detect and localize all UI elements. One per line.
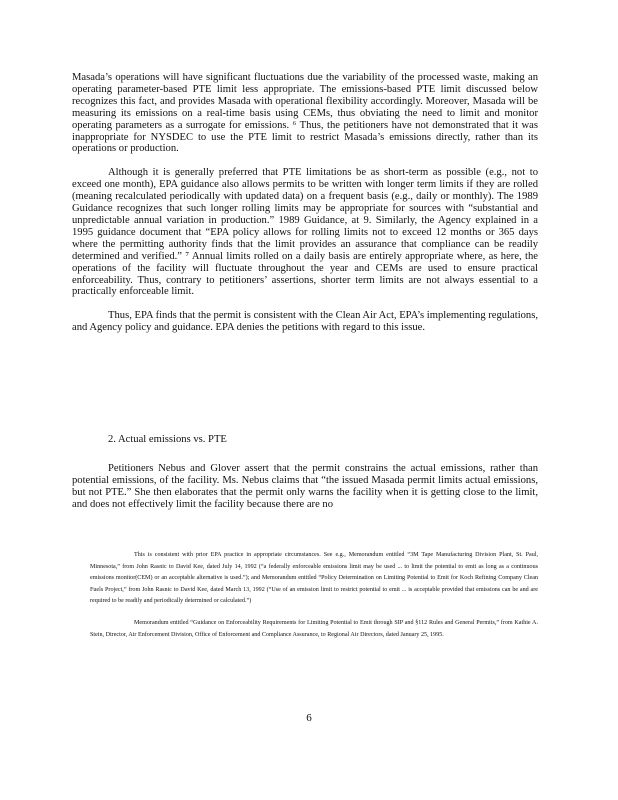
paragraph-1: Masada’s operations will have significant fluctuations due the variability of the processed waste, making an operating parameter-based PTE limit less appropriate. The emissions-based PTE limit discussed below recognizes this fact, and provides Masada with operational flexibility accordingly. Moreover, Masada will be measuring its emissions on a real-time basis using CEMs, thus obviating the need to limit and monitor operating parameters as a surrogate for emissions. ⁶ Thus, the petitioners have not demonstrated that it was inappropriate for NYSDEC to use the PTE limit to restrict Masada’s emissions directly, rather than its operations or production. xyxy=(72,72,538,155)
footnotes xyxy=(90,550,538,641)
footnote-6: This is consistent with prior EPA practice in appropriate circumstances. See e.g., Memorandum entitled “3M Tape Manufacturing Division Plant, St. Paul, Minnesota,” from John Rasnic to David Kee, dated July 14, 1992 (“a federally enforceable emissions limit may be used ... to limit the potential to emit as long as a continuous emissions monitor(CEM) or an acceptable alternative is used.”); and Memorandum entitled “Policy Determination on Limiting Potential to Emit for Koch Refining Company Clean Fuels Project,” from John Rasnic to David Kee, dated March 13, 1992 (“Use of an emission limit to restrict potential to emit ... is acceptable provided that emissions can be and are required to be readily and periodically determined or calculated.”) xyxy=(90,552,538,605)
footnote-7: Memorandum entitled “Guidance on Enforceability Requirements for Limiting Potential to Emit through SIP and §112 Rules and General Permits,” from Kathie A. Stein, Director, Air Enforcement Division, Office of Enforcement and Compliance Assurance, to Regional Air Directors, dated January 25, 1995. xyxy=(90,619,538,638)
page-number: 6 xyxy=(306,712,312,724)
paragraph-2: Although it is generally preferred that PTE limitations be as short-term as possible (e.g., not to exceed one month), EPA guidance also allows permits to be written with longer term limits if they are rolled (meaning recalculated periodically with updated data) on a frequent basis (e.g., daily or monthly). The 1989 Guidance recognizes that such longer rolling limits may be appropriate for sources with “substantial and unpredictable annual variation in production.” 1989 Guidance, at 9. Similarly, the Agency explained in a 1995 guidance document that “EPA policy allows for rolling limits not to exceed 12 months or 365 days where the permitting authority finds that the limit provides an assurance that compliance can be readily determined and verified.” ⁷ Annual limits rolled on a daily basis are entirely appropriate where, as here, the operations of the facility will fluctuate throughout the year and CEMs are used to ensure practical enforceability. Thus, contrary to petitioners’ assertions, shorter term limits are not always essential to a practically enforceable limit. xyxy=(72,167,538,298)
paragraph-4: Petitioners Nebus and Glover assert that the permit constrains the actual emissions, rather than potential emissions, of the facility. Ms. Nebus claims that “the issued Masada permit limits actual emissions, but not PTE.” She then elaborates that the permit only warns the facility when it is getting close to the limit, and does not effectively limit the facility because there are no xyxy=(72,463,538,510)
paragraph-3: Thus, EPA finds that the permit is consistent with the Clean Air Act, EPA’s implementing regulations, and Agency policy and guidance. EPA denies the petitions with regard to this issue. xyxy=(72,310,539,334)
section-heading: 2. Actual emissions vs. PTE xyxy=(108,434,227,445)
body-text-block xyxy=(72,72,538,334)
body-text-block-2 xyxy=(72,463,538,511)
